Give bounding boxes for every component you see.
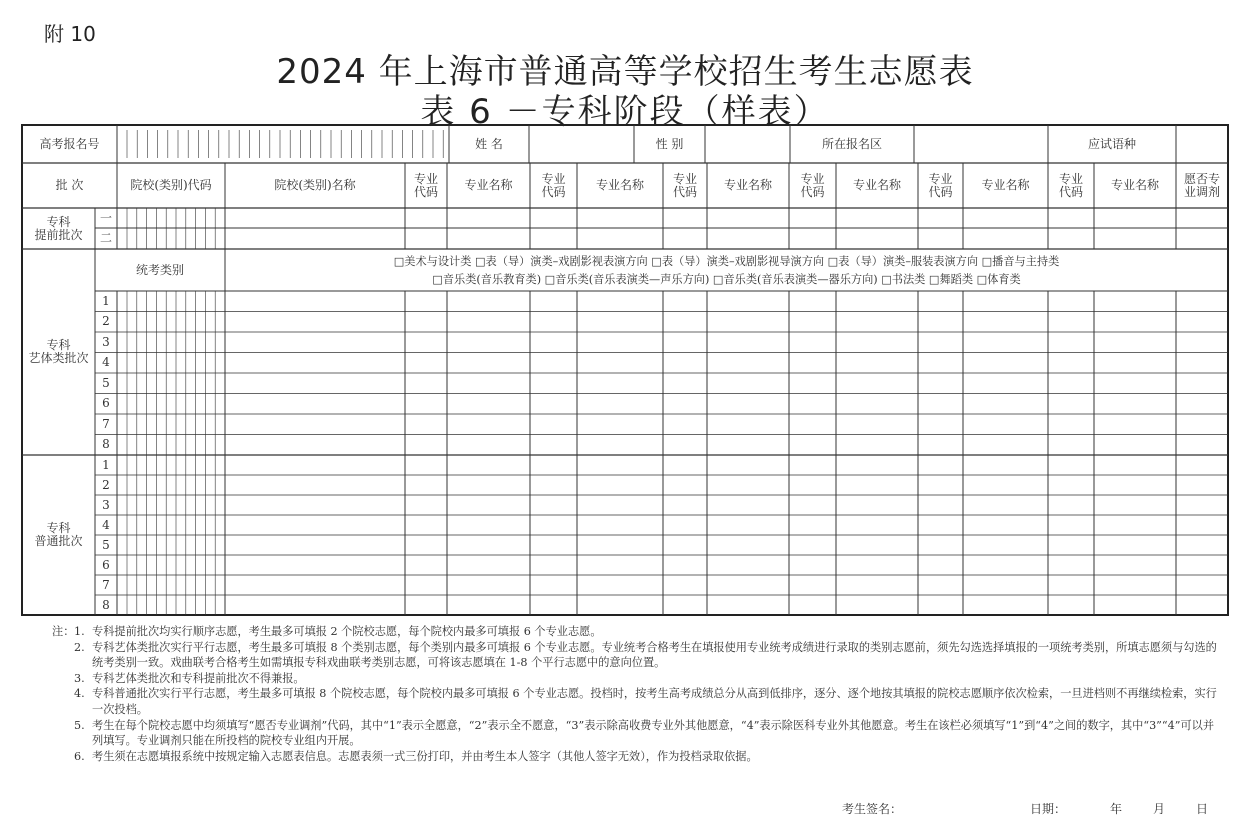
exam-language-label: 应试语种 xyxy=(1087,136,1136,151)
note-item xyxy=(52,686,1222,717)
art-batch-label: 专科 艺体类批次 xyxy=(28,338,89,365)
date-month-label: 月 xyxy=(1153,802,1166,816)
note-text: 考生在每个院校志愿中均须填写“愿否专业调剂”代码，其中“1”表示全愿意，“2”表示全不愿意，“3”表示除高收费专业外其他愿意，“4”表示除医科专业外其他愿意。考生在该栏必须填写“1”到“4”之间的数字，其中“3”“4”可以并列填写。专业调剂只能在所投档的院校专业组内开展。 xyxy=(92,718,1215,748)
date-day-label: 日 xyxy=(1196,802,1209,816)
batch-header: 批 次 xyxy=(55,178,84,192)
row-number: 一 xyxy=(99,210,112,225)
note-text: 专科普通批次实行平行志愿，考生最多可填报 8 个院校志愿，每个院校内最多可填报 6 个专业志愿。投档时，按考生高考成绩总分从高到低排序，逐分、逐个地按其填报的院校志愿顺序依次检索，一旦进档则不再继续检索，实行一次投档。 xyxy=(92,687,1217,716)
form-title: 2024 年上海市普通高等学校招生考生志愿表 xyxy=(276,52,974,92)
row-number: 7 xyxy=(102,416,110,431)
major-name-header: 专业名称 xyxy=(595,178,644,192)
art-category-label: 统考类别 xyxy=(135,262,184,277)
date-year-label: 年 xyxy=(1110,802,1123,816)
row-number: 1 xyxy=(102,457,110,472)
major-code-header: 专业 代码 xyxy=(413,171,438,199)
row-number: 8 xyxy=(102,597,110,612)
major-name-header: 专业名称 xyxy=(464,178,513,192)
row-number: 2 xyxy=(102,477,110,492)
notes-prefix: 注： xyxy=(52,625,75,638)
row-number: 2 xyxy=(102,314,110,329)
note-number: 6. xyxy=(74,749,85,763)
row-number: 8 xyxy=(102,437,110,452)
appendix-label: 附 10 xyxy=(44,22,96,46)
row-number: 1 xyxy=(102,293,110,308)
gender-label: 性 别 xyxy=(655,136,684,151)
row-number: 二 xyxy=(99,231,112,245)
note-text: 专科提前批次均实行顺序志愿，考生最多可填报 2 个院校志愿，每个院校内最多可填报 6 个专业志愿。 xyxy=(92,625,602,638)
row-number: 3 xyxy=(102,334,110,349)
general-batch-label: 专科 普通批次 xyxy=(34,521,83,548)
adjust-header: 愿否专 业调剂 xyxy=(1183,171,1220,199)
exam-number-label: 高考报名号 xyxy=(39,136,100,151)
school-name-header: 院校(类别)名称 xyxy=(274,178,356,192)
date-label: 日期： xyxy=(1030,802,1067,816)
note-number: 1. xyxy=(74,625,85,638)
note-item xyxy=(52,749,1222,765)
note-item xyxy=(52,718,1222,749)
note-number: 3. xyxy=(74,671,85,685)
note-number: 4. xyxy=(74,687,85,701)
note-number: 2. xyxy=(74,640,85,654)
note-text: 专科艺体类批次和专科提前批次不得兼报。 xyxy=(92,671,305,685)
note-number: 5. xyxy=(74,718,85,732)
signature-label: 考生签名： xyxy=(842,802,903,816)
row-number: 4 xyxy=(102,517,110,532)
row-number: 5 xyxy=(102,375,110,390)
note-item xyxy=(52,671,1222,687)
note-item xyxy=(52,640,1222,671)
name-label: 姓 名 xyxy=(475,136,503,151)
district-label: 所在报名区 xyxy=(821,136,882,151)
major-code-header: 专业 代码 xyxy=(541,171,566,199)
major-name-header: 专业名称 xyxy=(981,178,1030,192)
row-number: 6 xyxy=(102,557,110,572)
row-number: 3 xyxy=(102,497,110,512)
major-code-header: 专业 代码 xyxy=(800,171,825,199)
early-batch-label: 专科 提前批次 xyxy=(34,214,83,242)
major-code-header: 专业 代码 xyxy=(1058,171,1083,199)
notes-section xyxy=(52,624,1222,764)
note-item xyxy=(52,624,1222,640)
major-name-header: 专业名称 xyxy=(852,178,901,192)
art-category-options-line1: □美术与设计类 □表（导）演类–戏剧影视表演方向 □表（导）演类–戏剧影视导演方向 □表（导）演类–服装表演方向 □播音与主持类 xyxy=(393,254,1060,268)
row-number: 6 xyxy=(102,396,110,411)
row-number: 7 xyxy=(102,577,110,592)
major-code-header: 专业 代码 xyxy=(672,171,697,199)
note-text: 考生须在志愿填报系统中按规定输入志愿表信息。志愿表须一式三份打印，并由考生本人签字（其他人签字无效），作为投档录取依据。 xyxy=(92,749,758,763)
row-number: 4 xyxy=(102,355,110,370)
school-code-header: 院校(类别)代码 xyxy=(130,178,212,192)
note-text: 专科艺体类批次实行平行志愿，考生最多可填报 8 个类别志愿，每个类别内最多可填报 6 个专业志愿。专业统考合格考生在填报使用专业统考成绩进行录取的类别志愿前，须先勾选选择填报的一项统考类别，所填志愿须与勾选的统考类别一致。戏曲联考合格考生如需填报专科戏曲联考类别志愿，可将该志愿填在 1-8 个平行志愿中的意向位置。 xyxy=(92,640,1217,670)
major-code-header: 专业 代码 xyxy=(928,171,953,199)
major-name-header: 专业名称 xyxy=(1110,178,1159,192)
art-category-options-line2: □音乐类(音乐教育类) □音乐类(音乐表演类—声乐方向) □音乐类(音乐表演类—器乐方向) □书法类 □舞蹈类 □体育类 xyxy=(432,272,1021,286)
form-subtitle: 表 6 －专科阶段（样表） xyxy=(420,92,830,132)
major-name-header: 专业名称 xyxy=(723,178,772,192)
row-number: 5 xyxy=(102,537,110,552)
